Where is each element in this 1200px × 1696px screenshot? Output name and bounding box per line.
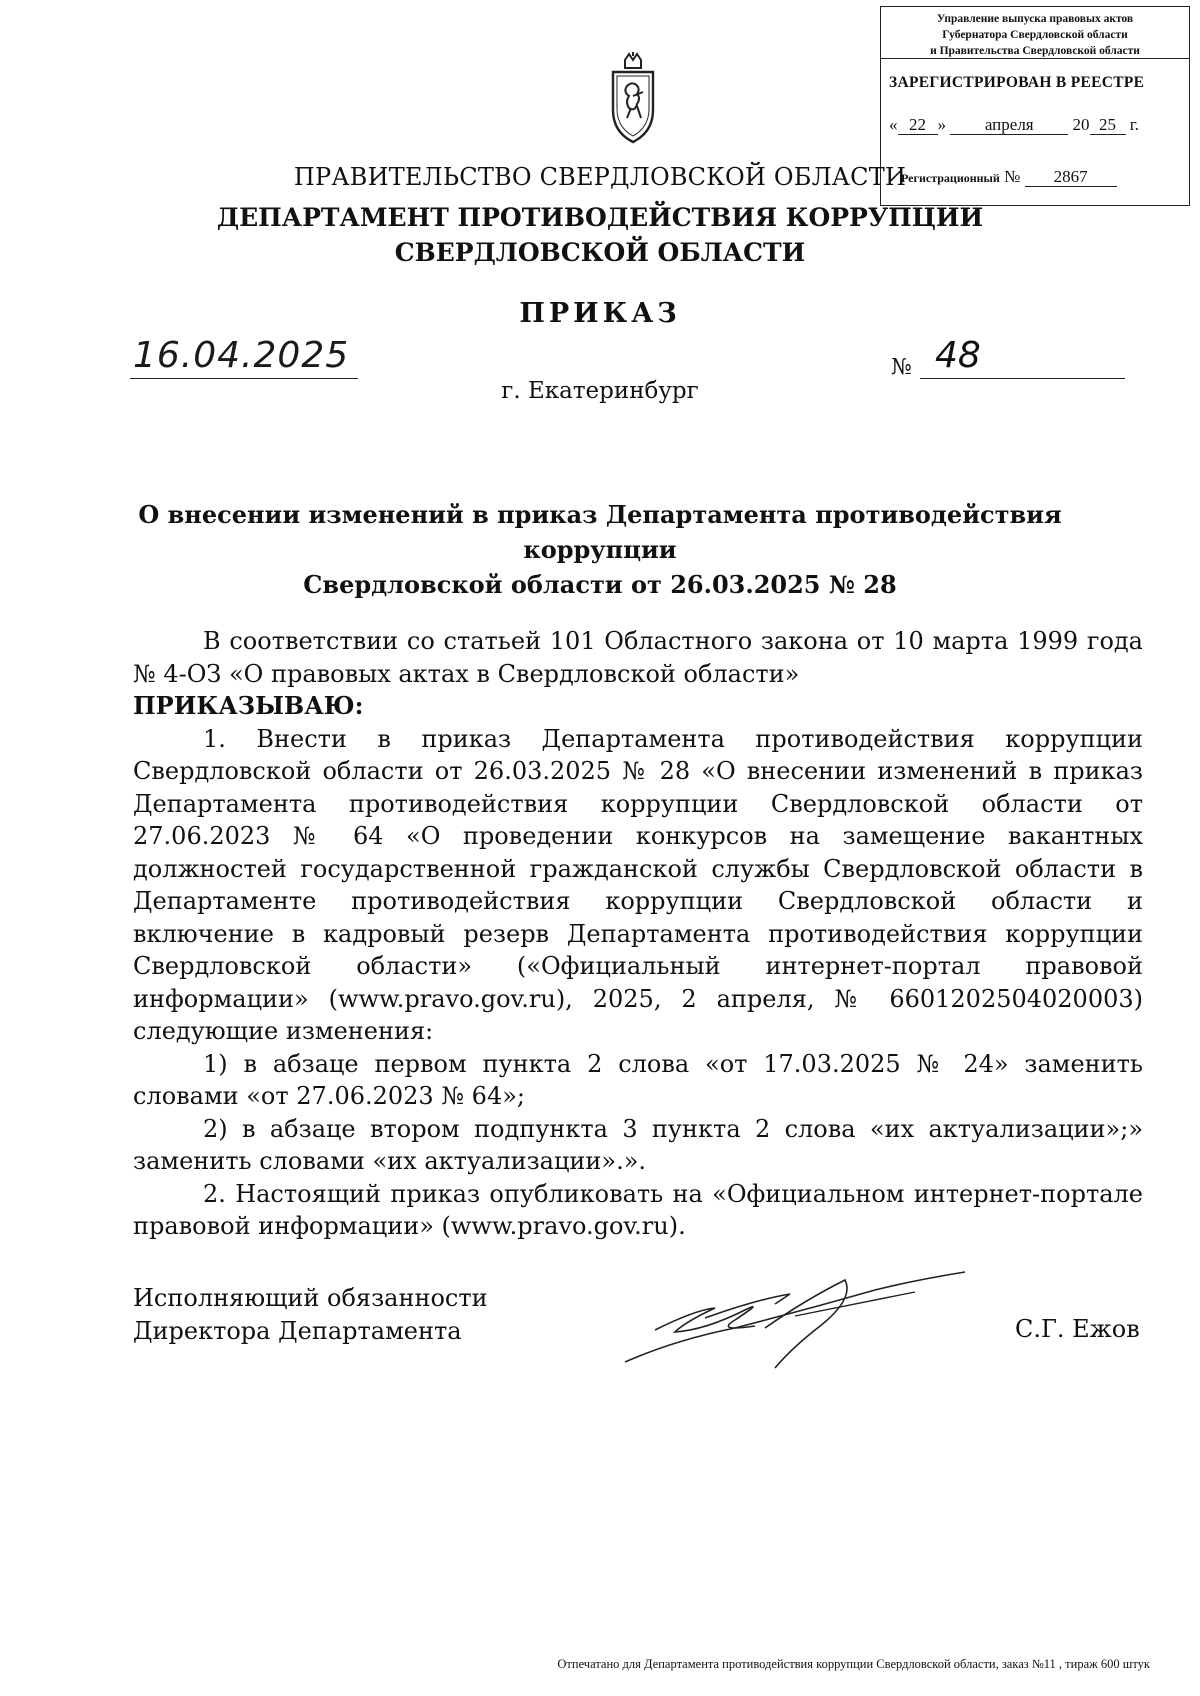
stamp-reg-label: Регистрационный <box>901 171 1000 185</box>
stamp-organization <box>881 7 1189 59</box>
title-line: О внесении изменений в приказ Департамента противодействия коррупции <box>138 500 1062 564</box>
stamp-month: апреля <box>950 116 1068 135</box>
city: г. Екатеринбург <box>501 378 699 404</box>
position-line: Директора Департамента <box>133 1317 462 1345</box>
stamp-date: « 22 » апреля 20 25 г. <box>889 115 1140 134</box>
government-name: ПРАВИТЕЛЬСТВО СВЕРДЛОВСКОЙ ОБЛАСТИ <box>293 163 907 191</box>
department-name <box>0 200 1200 270</box>
department-line: ДЕПАРТАМЕНТ ПРОТИВОДЕЙСТВИЯ КОРРУПЦИИ <box>216 203 984 232</box>
order-word: ПРИКАЗЫВАЮ: <box>133 691 364 720</box>
document-title <box>100 497 1100 602</box>
stamp-reg-sign: № <box>1004 167 1021 186</box>
intro-paragraph: В соответствии со статьей 101 Областного закона от 10 марта 1999 года № 4-ОЗ «О правовых актах в Свердловской области» <box>133 627 1143 688</box>
stamp-year-mark: г. <box>1129 115 1140 134</box>
document-type: ПРИКАЗ <box>519 298 681 329</box>
stamp-org-line: и Правительства Свердловской области <box>930 45 1140 57</box>
stamp-reg-number: 2867 <box>1025 168 1117 187</box>
stamp-day: 22 <box>898 116 938 135</box>
handwritten-date: 16.04.2025 <box>133 335 350 376</box>
print-footer: Отпечатано для Департамента противодействия коррупции Свердловской области, заказ №11 , тираж 600 штук <box>557 1657 1150 1671</box>
paragraph-1-2: 2) в абзаце втором подпункта 3 пункта 2 слова «их актуализации»;» заменить словами «их актуализации».». <box>133 1114 1143 1175</box>
document-body <box>133 625 1143 1243</box>
title-line: Свердловской области от 26.03.2025 № 28 <box>303 570 897 599</box>
department-line: СВЕРДЛОВСКОЙ ОБЛАСТИ <box>394 238 806 267</box>
stamp-org-line: Управление выпуска правовых актов <box>936 13 1134 25</box>
signatory-position <box>133 1282 488 1348</box>
number-sign: № <box>891 355 912 380</box>
handwritten-number: 48 <box>935 335 981 376</box>
stamp-org-line: Губернатора Свердловской области <box>942 29 1128 41</box>
paragraph-1-1: 1) в абзаце первом пункта 2 слова «от 17.03.2025 № 24» заменить словами «от 27.06.2023 № 64»; <box>133 1049 1143 1110</box>
signatory-name: С.Г. Ежов <box>1015 1315 1140 1343</box>
stamp-year-suffix: 25 <box>1090 116 1126 135</box>
position-line: Исполняющий обязанности <box>133 1284 488 1312</box>
stamp-year-prefix: 20 <box>1072 115 1090 134</box>
paragraph-2: 2. Настоящий приказ опубликовать на «Официальном интернет-портале правовой информации» (www.pravo.gov.ru). <box>133 1179 1143 1240</box>
handwritten-signature <box>615 1270 975 1380</box>
paragraph-1: 1. Внести в приказ Департамента противодействия коррупции Свердловской области от 26.03.2025 № 28 «О внесении изменений в приказ Департамента противодействия коррупции Свердловской области от 27.06.2023 № 64 «О проведении конкурсов на замещение вакантных должностей государственной гражданской службы Свердловской области в Департаменте противодействия коррупции Свердловской области и включение в кадровый резерв Департамента противодействия коррупции Свердловской области» («Официальный интернет-портал правовой информации» (www.pravo.gov.ru), 2025, 2 апреля, № 6601202504020003) следующие изменения: <box>133 724 1143 1045</box>
coat-of-arms-icon <box>607 52 659 144</box>
stamp-registered-label: ЗАРЕГИСТРИРОВАН В РЕЕСТРЕ <box>889 74 1145 91</box>
